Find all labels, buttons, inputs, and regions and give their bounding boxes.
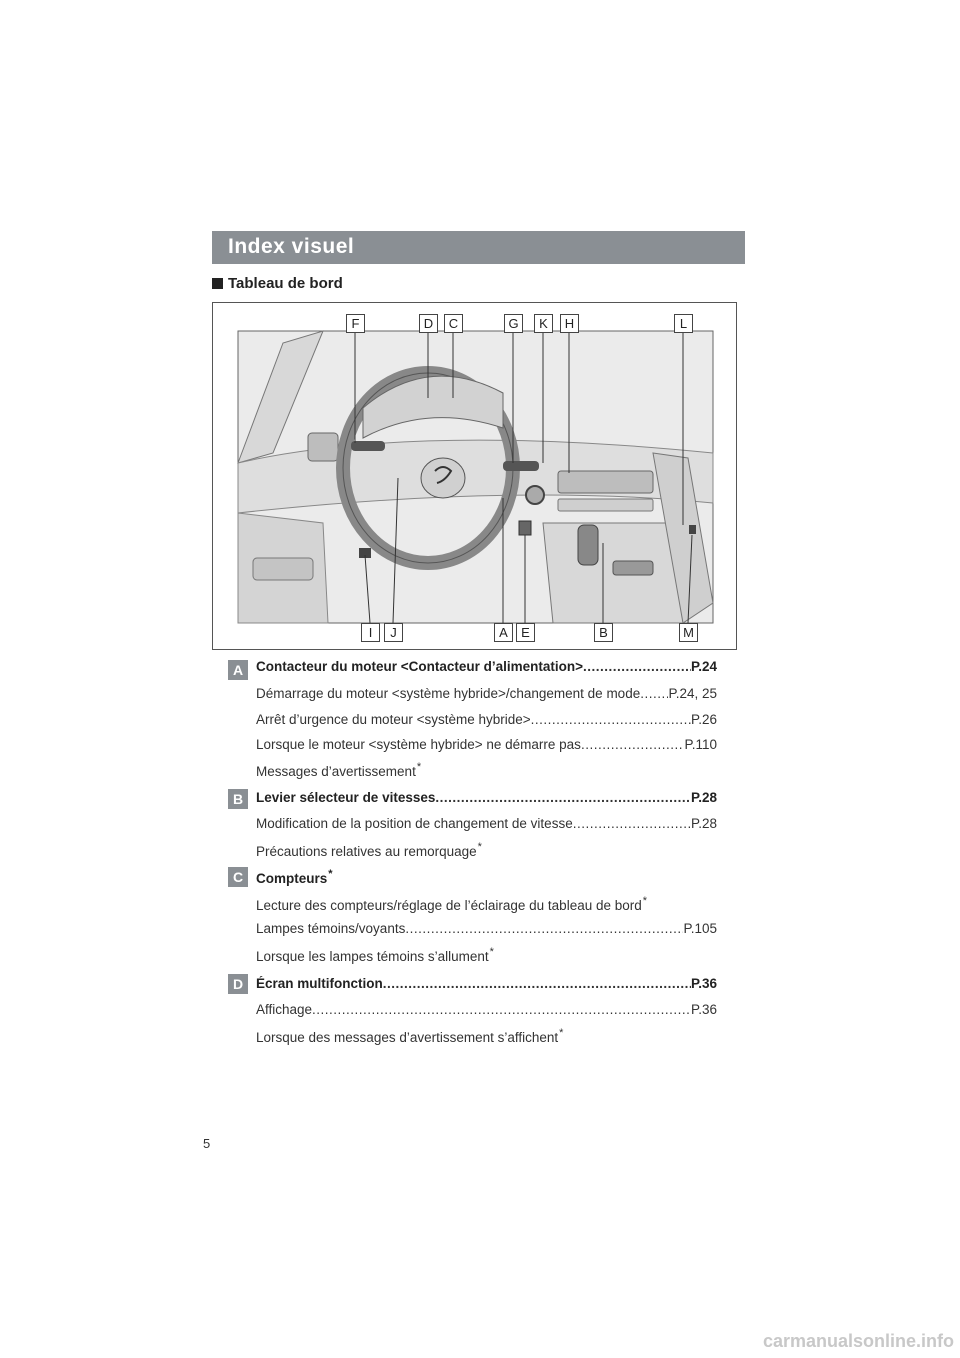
square-bullet-icon [212, 278, 223, 289]
callout-j: J [384, 623, 403, 642]
callout-m: M [679, 623, 698, 642]
entry-c-item: Lampes témoins/voyants ..... P.105 [256, 921, 717, 936]
callout-l: L [674, 314, 693, 333]
entry-a-item: Arrêt d’urgence du moteur <système hybride> ..... P.26 [256, 712, 717, 727]
entry-d-item: Affichage ..... P.36 [256, 1002, 717, 1017]
dashboard-illustration [212, 302, 737, 650]
callout-d: D [419, 314, 438, 333]
entry-a-item: Messages d’avertissement* [256, 761, 422, 779]
entry-a-item: Démarrage du moteur <système hybride>/changement de mode ..... P.24, 25 [256, 686, 717, 701]
asterisk-icon: * [489, 946, 494, 958]
entry-d-main: Écran multifonction ..... P.36 [256, 976, 717, 991]
callout-e: E [516, 623, 535, 642]
marker-b: B [228, 789, 248, 809]
callout-b: B [594, 623, 613, 642]
entry-c-item: Lorsque les lampes témoins s’allument* [256, 946, 494, 964]
watermark: carmanualsonline.info [762, 1331, 954, 1351]
section-header-bar [212, 231, 745, 264]
callout-f: F [346, 314, 365, 333]
entry-b-item: Modification de la position de changement de vitesse ..... P.28 [256, 816, 717, 831]
page-title: Index visuel [228, 235, 355, 258]
callout-h: H [560, 314, 579, 333]
callout-i: I [361, 623, 380, 642]
entry-a-main: Contacteur du moteur <Contacteur d’alimentation> ..... P.24 [256, 659, 717, 674]
entry-c-item: Lecture des compteurs/réglage de l’éclairage du tableau de bord* [256, 895, 648, 913]
entry-a-item: Lorsque le moteur <système hybride> ne démarre pas ..... P.110 [256, 737, 717, 752]
callout-a: A [494, 623, 513, 642]
subsection-title [212, 275, 343, 292]
asterisk-icon: * [559, 1027, 564, 1039]
asterisk-icon: * [416, 761, 422, 773]
asterisk-icon: * [328, 868, 333, 880]
callout-g: G [504, 314, 523, 333]
marker-c: C [228, 867, 248, 887]
entry-b-main: Levier sélecteur de vitesses ..... P.28 [256, 790, 717, 805]
marker-a: A [228, 660, 248, 680]
callout-k: K [534, 314, 553, 333]
callout-c: C [444, 314, 463, 333]
entry-b-item: Précautions relatives au remorquage* [256, 841, 482, 859]
asterisk-icon: * [477, 841, 482, 853]
asterisk-icon: * [642, 895, 648, 907]
entry-d-item: Lorsque des messages d’avertissement s’affichent* [256, 1027, 564, 1045]
page-number: 5 [203, 1136, 211, 1151]
entry-c-main: Compteurs* [256, 868, 333, 886]
subsection-title-text: Tableau de bord [228, 275, 343, 292]
marker-d: D [228, 974, 248, 994]
dashboard-drawing [213, 303, 736, 649]
